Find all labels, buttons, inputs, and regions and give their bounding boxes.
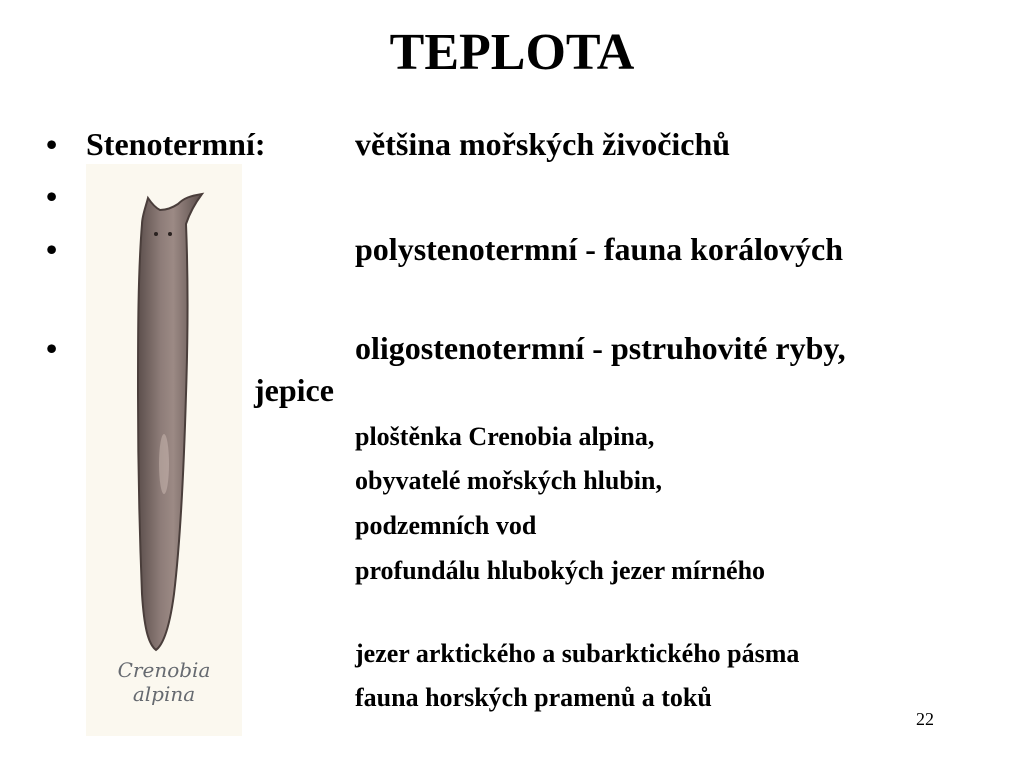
example-line: ploštěnka Crenobia alpina, (355, 422, 655, 451)
example-line: fauna horských pramenů a toků (355, 683, 712, 712)
bullet-marker: • (46, 330, 58, 366)
page-number: 22 (916, 709, 934, 729)
polystenothermal-text: polystenotermní - fauna korálových (355, 231, 843, 267)
stenothermal-description: většina mořských živočichů (355, 126, 731, 162)
example-line: podzemních vod (355, 511, 537, 540)
example-line: jezer arktického a subarktického pásma (355, 639, 800, 668)
example-line: obyvatelé mořských hlubin, (355, 466, 662, 495)
worm-body (138, 194, 202, 650)
example-line: profundálu hlubokých jezer mírného (355, 556, 766, 585)
slide-title: TEPLOTA (389, 24, 635, 81)
flatworm-illustration (86, 164, 242, 736)
image-caption-genus: Crenobia (117, 658, 211, 682)
bullet-marker: • (46, 178, 58, 214)
bullet-marker: • (46, 126, 58, 162)
stenothermal-term: Stenotermní: (86, 126, 266, 162)
worm-eye (168, 232, 172, 236)
oligostenothermal-text: oligostenotermní - pstruhovité ryby, (355, 330, 846, 366)
worm-pharynx (159, 434, 169, 494)
continuation-text: jepice (254, 372, 334, 408)
image-caption-species: alpina (132, 682, 196, 706)
flatworm-drawing (86, 164, 242, 736)
worm-eye (154, 232, 158, 236)
bullet-marker: • (46, 231, 58, 267)
